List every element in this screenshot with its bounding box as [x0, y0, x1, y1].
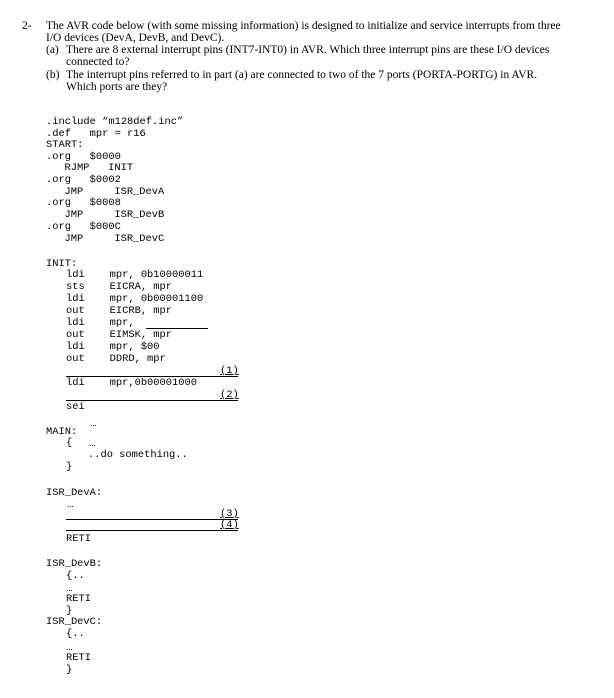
- blank-line-3: [66, 519, 238, 520]
- part-b-label: (b): [46, 69, 60, 81]
- isr-devc-open: {..: [66, 628, 85, 640]
- isr-devb-close: }: [66, 605, 73, 617]
- part-b-line-2: Which ports are they?: [66, 81, 168, 93]
- blank-line-2: [66, 400, 238, 401]
- init-line: out DDRD, mpr: [66, 353, 166, 365]
- init-line: out EIMSK, mpr: [66, 329, 173, 341]
- part-a-label: (a): [46, 44, 59, 56]
- ldi-mpr-line: ldi mpr,0b00001000: [66, 377, 197, 389]
- question-intro-line-1: The AVR code below (with some missing information) is designed to initialize and service interrupts from three: [46, 20, 561, 32]
- org-0000-line: .org $0000: [46, 151, 121, 163]
- main-open-brace: {: [66, 437, 73, 449]
- include-line: .include “m128def.inc”: [46, 116, 184, 128]
- part-b-line-1: The interrupt pins referred to in part (a) are connected to two of the 7 ports (PORTA-PORTG) in AVR.: [66, 69, 538, 81]
- blank-number-1: (1): [220, 365, 239, 377]
- jmp-devb-line: JMP ISR_DevB: [52, 209, 165, 221]
- isr-deva-label: ISR_DevA:: [46, 487, 103, 499]
- main-close-brace: }: [66, 461, 73, 473]
- part-a-line-2: connected to?: [66, 56, 130, 68]
- isr-devb-label: ISR_DevB:: [46, 558, 103, 570]
- part-a-line-1: There are 8 external interrupt pins (INT7-INT0) in AVR. Which three interrupt pins are these I/O devices: [66, 44, 550, 56]
- ellipsis: ...: [66, 583, 73, 593]
- org-0002-line: .org $0002: [46, 174, 121, 186]
- reti-c-line: RETI: [66, 652, 91, 664]
- org-0008-line: .org $0008: [46, 197, 121, 209]
- ellipsis: ...: [67, 499, 74, 509]
- init-line: ldi mpr, 0b00001100: [66, 293, 204, 305]
- init-line: sts EICRA, mpr: [66, 281, 173, 293]
- question-number: 2-: [22, 20, 32, 32]
- sei-line: sei: [66, 401, 85, 413]
- init-line: ldi mpr, 0b10000011: [66, 269, 204, 281]
- init-label: INIT:: [46, 258, 78, 270]
- jmp-deva-line: JMP ISR_DevA: [52, 186, 165, 198]
- init-line: ldi mpr, $00: [66, 341, 160, 353]
- blank-line-4: [66, 530, 238, 531]
- rjmp-init-line: RJMP INIT: [52, 162, 134, 174]
- ellipsis: ...: [89, 438, 96, 448]
- start-label: START:: [46, 139, 84, 151]
- blank-number-3: (3): [220, 508, 239, 520]
- blank-number-4: (4): [220, 519, 239, 531]
- def-line: .def mpr = r16: [46, 128, 146, 140]
- isr-devb-open: {..: [66, 570, 85, 582]
- org-000c-line: .org $000C: [46, 221, 121, 233]
- init-line: ldi mpr,: [66, 317, 135, 329]
- ellipsis: ...: [66, 642, 73, 652]
- do-something-line: ..do something..: [88, 449, 188, 461]
- reti-b-line: RETI: [66, 593, 91, 605]
- main-label: MAIN:: [46, 426, 78, 438]
- isr-devc-label: ISR_DevC:: [46, 616, 103, 628]
- blank-number-2: (2): [220, 389, 239, 401]
- reti-a-line: RETI: [66, 533, 91, 545]
- isr-devc-close: }: [66, 664, 73, 676]
- question-intro-line-2: I/O devices (DevA, DevB, and DevC).: [46, 32, 225, 44]
- jmp-devc-line: JMP ISR_DevC: [52, 233, 165, 245]
- ellipsis: ...: [90, 418, 97, 428]
- init-line: out EICRB, mpr: [66, 305, 173, 317]
